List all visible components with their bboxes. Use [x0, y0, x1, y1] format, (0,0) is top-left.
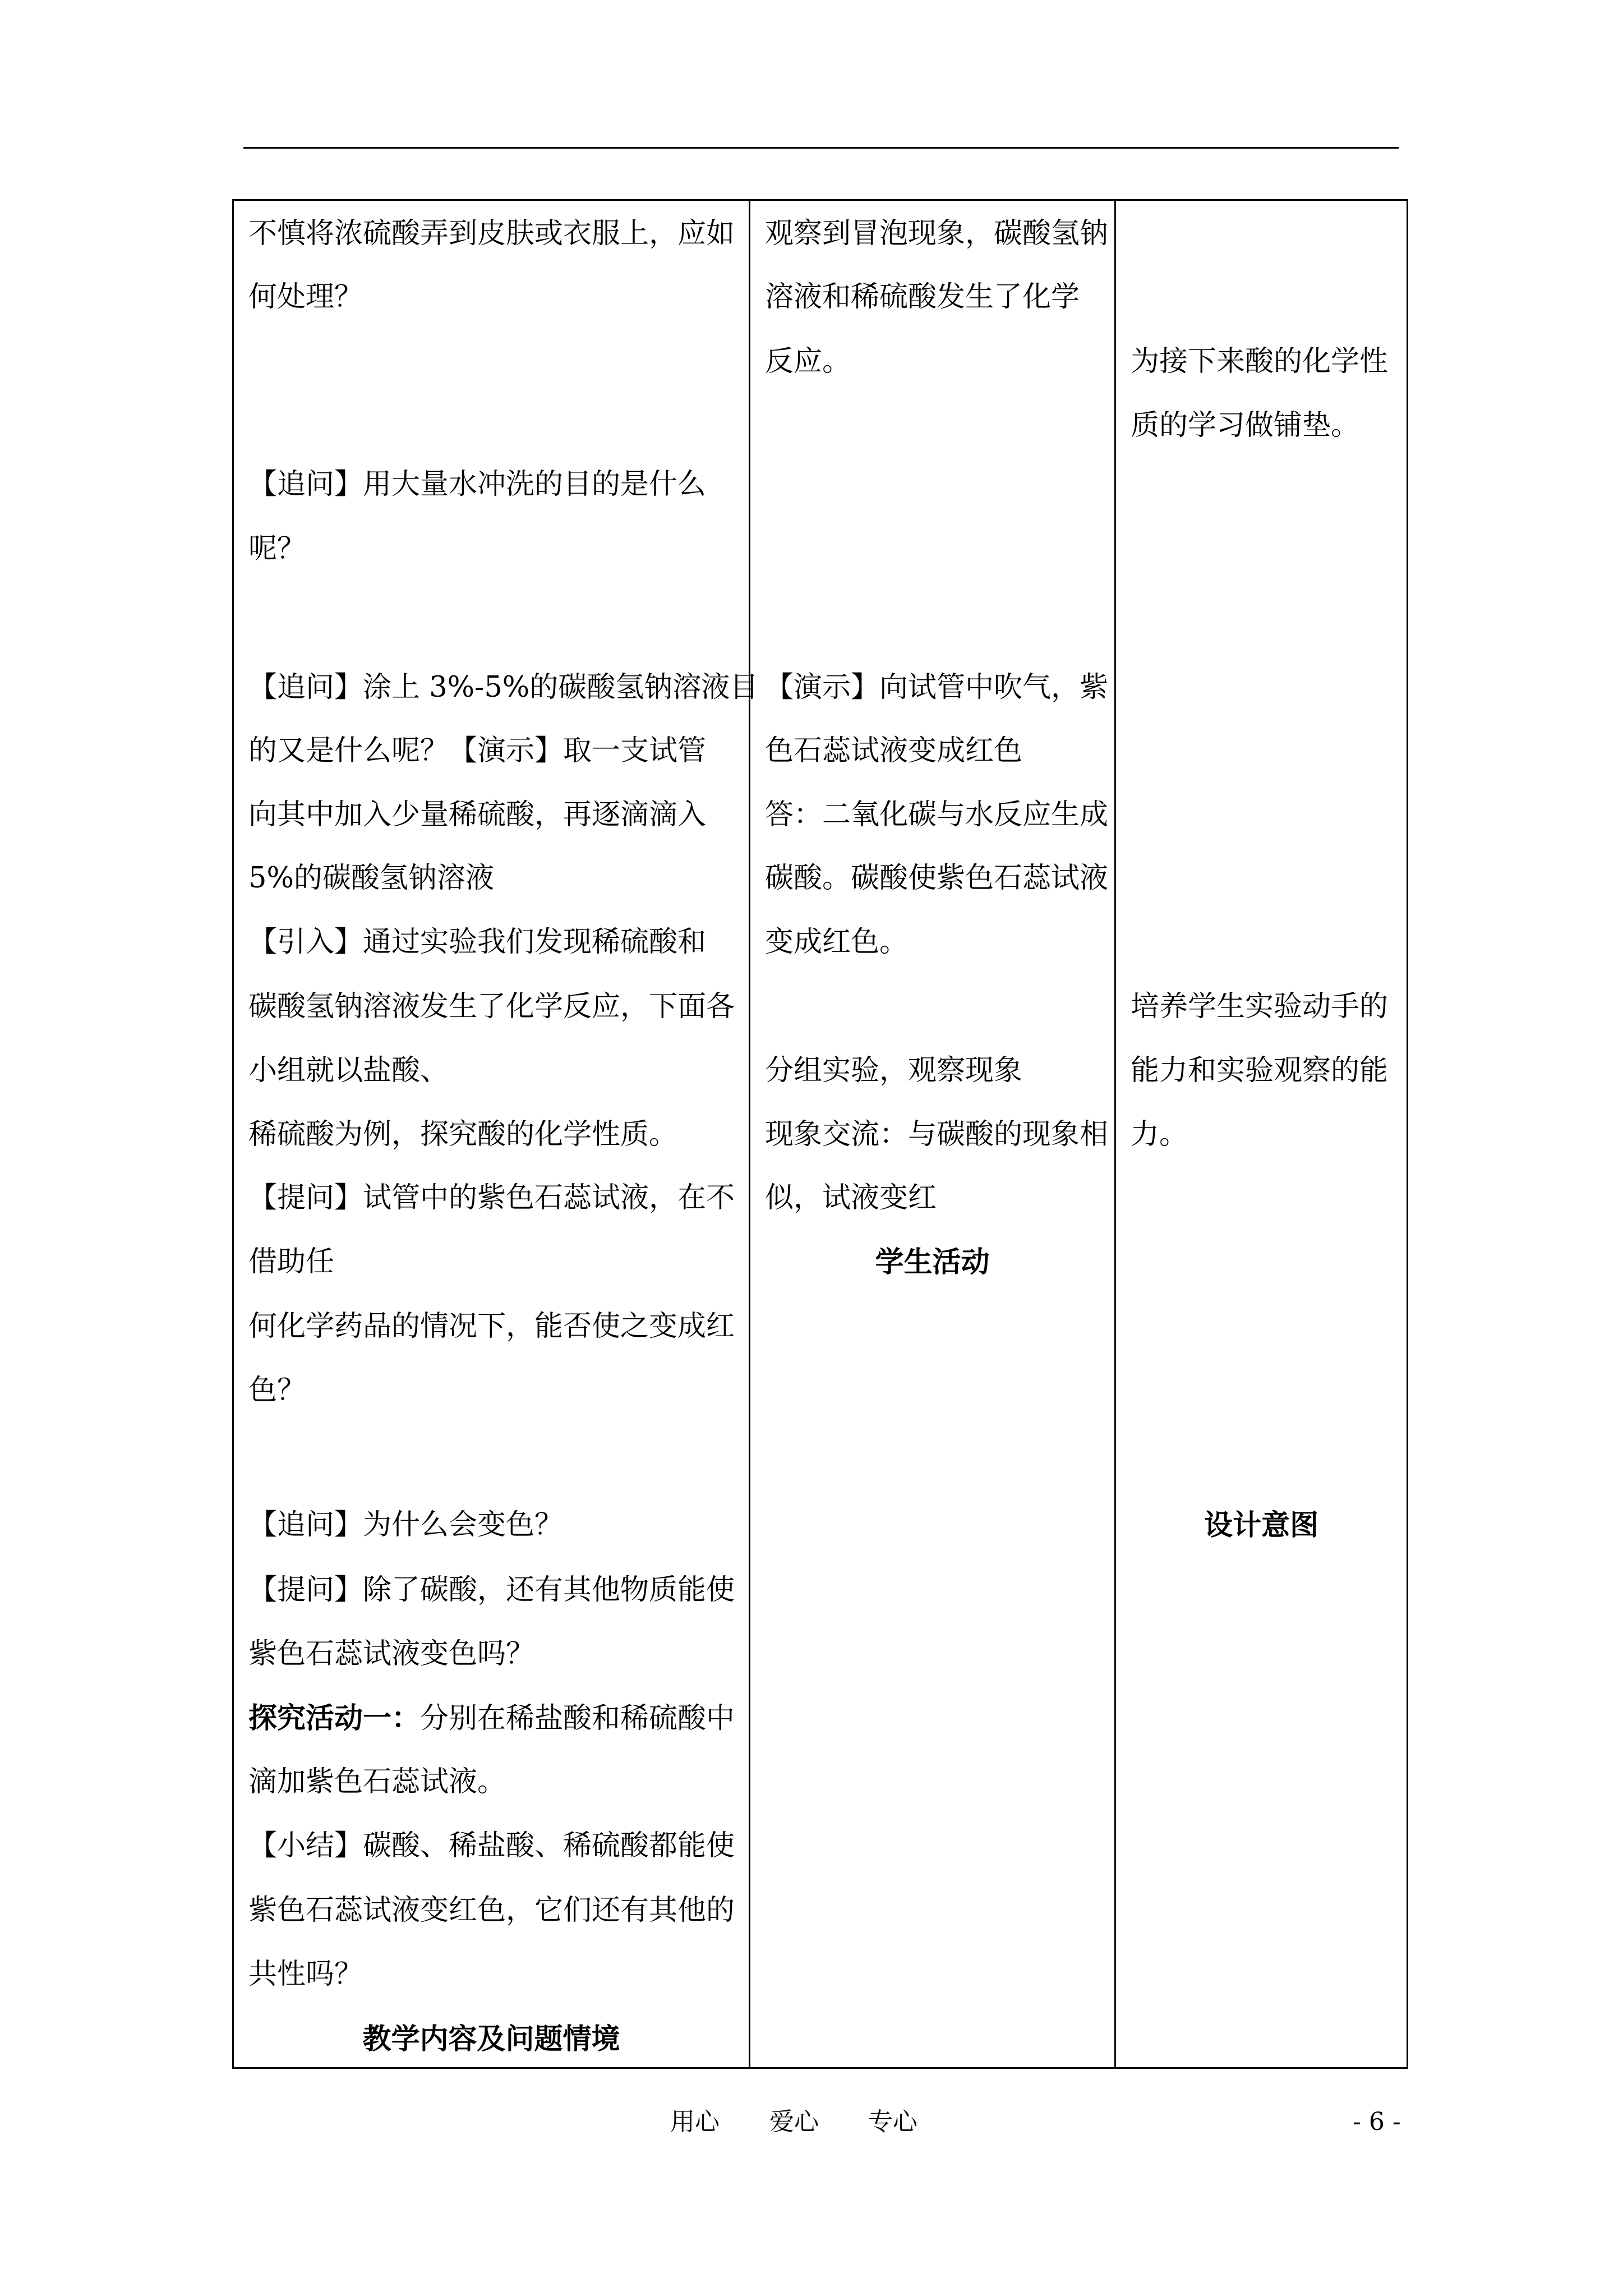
page-number: - 6 -	[1353, 2108, 1401, 2136]
activity-line: 答：二氧化碳与水反应生成	[765, 798, 1109, 831]
teaching-content-column	[234, 201, 759, 2067]
content-line: 何处理？	[248, 280, 363, 314]
activity-line: 似，试液变红	[765, 1181, 937, 1214]
content-line: 紫色石蕊试液变色吗？	[248, 1637, 535, 1671]
content-line: 【提问】试管中的紫色石蕊试液，在不	[248, 1181, 735, 1214]
content-line	[248, 1701, 735, 1736]
content-line: 【追问】涂上 3%-5%的碳酸氢钠溶液目	[248, 671, 759, 704]
intent-line: 质的学习做铺垫。	[1131, 409, 1360, 442]
activity-line: 溶液和稀硫酸发生了化学	[765, 280, 1080, 314]
intent-line: 培养学生实验动手的	[1131, 990, 1389, 1023]
content-line: 色？	[248, 1374, 306, 1407]
activity-line: 分组实验，观察现象	[765, 1054, 1023, 1087]
activity-line: 现象交流：与碳酸的现象相	[765, 1118, 1109, 1151]
activity-line: 观察到冒泡现象，碳酸氢钠	[765, 217, 1109, 250]
activity-line: 【演示】向试管中吹气，紫	[765, 671, 1109, 704]
intent-line: 力。	[1131, 1118, 1188, 1151]
activity-text: 分别在稀盐酸和稀硫酸中	[420, 1702, 735, 1735]
column-heading: 设计意图	[1204, 1508, 1318, 1542]
content-line: 紫色石蕊试液变红色，它们还有其他的	[248, 1894, 735, 1927]
activity-label: 探究活动一：	[248, 1701, 421, 1735]
content-line: 稀硫酸为例，探究酸的化学性质。	[248, 1118, 678, 1151]
activity-line: 色石蕊试液变成红色	[765, 734, 1023, 767]
content-line: 不慎将浓硫酸弄到皮肤或衣服上，应如	[248, 217, 735, 250]
content-line: 呢？	[248, 532, 306, 565]
content-line: 小组就以盐酸、	[248, 1054, 449, 1087]
content-line: 向其中加入少量稀硫酸，再逐滴滴入	[248, 798, 707, 831]
content-line: 【引入】通过实验我们发现稀硫酸和	[248, 926, 707, 959]
lesson-table	[232, 199, 1408, 2069]
content-line: 滴加紫色石蕊试液。	[248, 1765, 506, 1798]
footer-motto-2: 爱心	[769, 2108, 819, 2136]
column-heading: 教学内容及问题情境	[362, 2022, 620, 2056]
activity-line: 变成红色。	[765, 926, 909, 959]
activity-line: 反应。	[765, 345, 851, 378]
content-line: 借助任	[248, 1245, 335, 1278]
content-line: 何化学药品的情况下，能否使之变成红	[248, 1310, 735, 1343]
footer-motto-3: 专心	[868, 2108, 917, 2136]
content-line: 【提问】除了碳酸，还有其他物质能使	[248, 1573, 735, 1607]
header-rule	[243, 147, 1399, 149]
content-line: 的又是什么呢？【演示】取一支试管	[248, 734, 707, 767]
student-activity-column	[750, 201, 1114, 2067]
content-line: 5%的碳酸氢钠溶液	[248, 862, 494, 895]
intent-line: 能力和实验观察的能	[1131, 1054, 1389, 1087]
design-intent-column	[1116, 201, 1407, 2067]
content-line: 共性吗？	[248, 1958, 363, 1991]
footer-motto-1: 用心	[670, 2108, 720, 2136]
content-line: 碳酸氢钠溶液发生了化学反应，下面各	[248, 990, 735, 1023]
activity-line: 碳酸。碳酸使紫色石蕊试液	[765, 862, 1109, 895]
column-heading: 学生活动	[875, 1245, 990, 1279]
content-line: 【追问】用大量水冲洗的目的是什么	[248, 468, 707, 501]
intent-line: 为接下来酸的化学性	[1131, 345, 1389, 378]
content-line: 【追问】为什么会变色？	[248, 1508, 564, 1542]
content-line: 【小结】碳酸、稀盐酸、稀硫酸都能使	[248, 1829, 735, 1862]
